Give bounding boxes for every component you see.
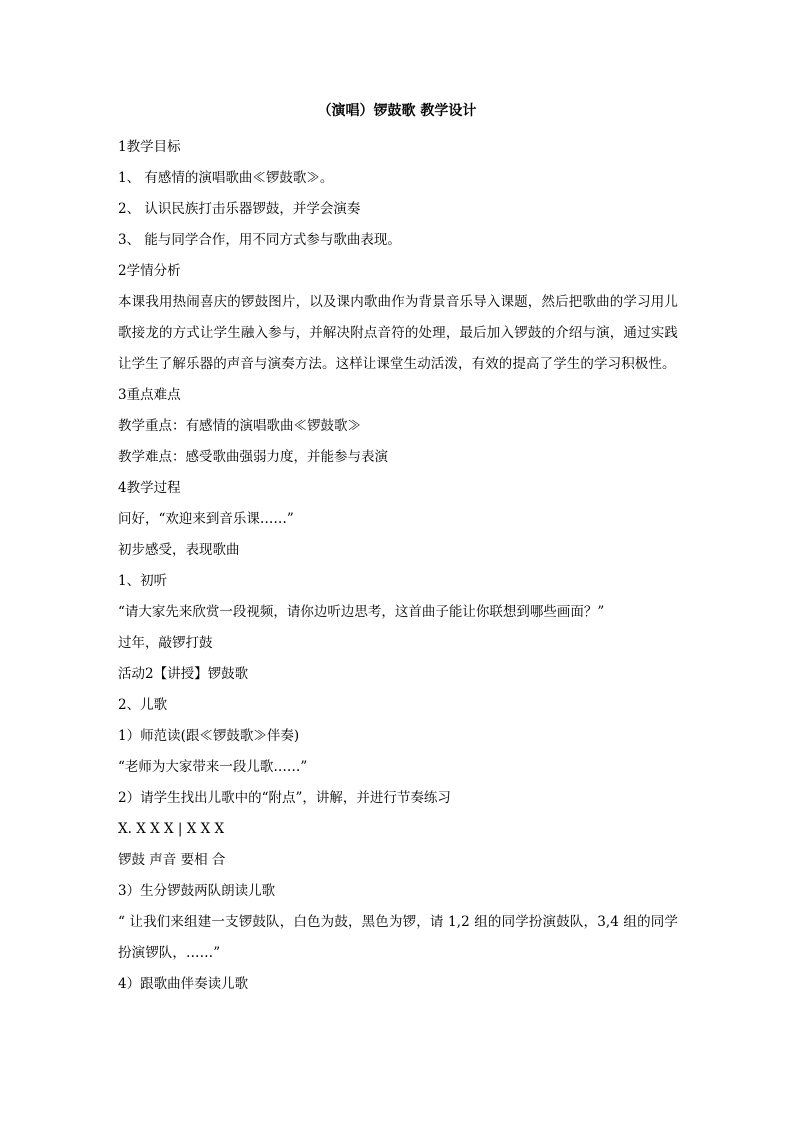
key-point: 教学重点：有感情的演唱歌曲≪锣鼓歌≫	[118, 418, 361, 434]
objective-item-2: 2、 认识民族打击乐器锣鼓，并学会演奏	[118, 201, 361, 217]
step-2-2: 2）请学生找出儿歌中的“附点”，讲解，并进行节奏练习	[118, 790, 451, 806]
document-body	[118, 132, 678, 1000]
section-heading-analysis: 2学情分析	[118, 263, 181, 279]
section-heading-process: 4教学过程	[118, 480, 181, 496]
objective-item-1: 1、 有感情的演唱歌曲≪锣鼓歌≫。	[118, 170, 334, 186]
section-heading-key-points: 3重点难点	[118, 387, 181, 403]
rhythm-words: 锣鼓 声音 要相 合	[118, 852, 226, 868]
step-2-3-quote: “ 让我们来组建一支锣鼓队，白色为鼓，黑色为锣，请 1,2 组的同学扮演鼓队，3,4 组的同学扮演锣队，……”	[118, 914, 678, 961]
greeting-line: 问好，“欢迎来到音乐课……”	[118, 511, 294, 527]
step-2-4: 4）跟歌曲伴奏读儿歌	[118, 976, 249, 992]
step-1-heading: 1、初听	[118, 573, 168, 589]
objective-item-3: 3、 能与同学合作，用不同方式参与歌曲表现。	[118, 232, 401, 248]
step-2-1-quote: “老师为大家带来一段儿歌……”	[118, 759, 308, 775]
rhythm-notation: X. X X X | X X X	[118, 821, 225, 837]
first-feel-line: 初步感受，表现歌曲	[118, 542, 240, 558]
step-2-3: 3）生分锣鼓两队朗读儿歌	[118, 883, 276, 899]
step-1-answer: 过年，敲锣打鼓	[118, 635, 213, 651]
difficult-point: 教学难点：感受歌曲强弱力度，并能参与表演	[118, 449, 388, 465]
section-heading-objectives: 1教学目标	[118, 139, 181, 155]
step-2-1: 1）师范读(跟≪锣鼓歌≫伴奏)	[118, 728, 300, 744]
analysis-paragraph: 本课我用热闹喜庆的锣鼓图片，以及课内歌曲作为背景音乐导入课题，然后把歌曲的学习用儿歌接龙的方式让学生融入参与，并解决附点音符的处理，最后加入锣鼓的介绍与演，通过实践让学生了解乐器的声音与演奏方法。这样让课堂生动活泼，有效的提高了学生的学习积极性。	[118, 294, 678, 372]
step-2-heading: 2、儿歌	[118, 697, 168, 713]
activity-2-heading: 活动2【讲授】锣鼓歌	[118, 666, 249, 682]
document-title: （演唱）锣鼓歌 教学设计	[317, 103, 477, 119]
step-1-quote: “请大家先来欣赏一段视频，请你边听边思考，这首曲子能让你联想到哪些画面？”	[118, 604, 605, 620]
